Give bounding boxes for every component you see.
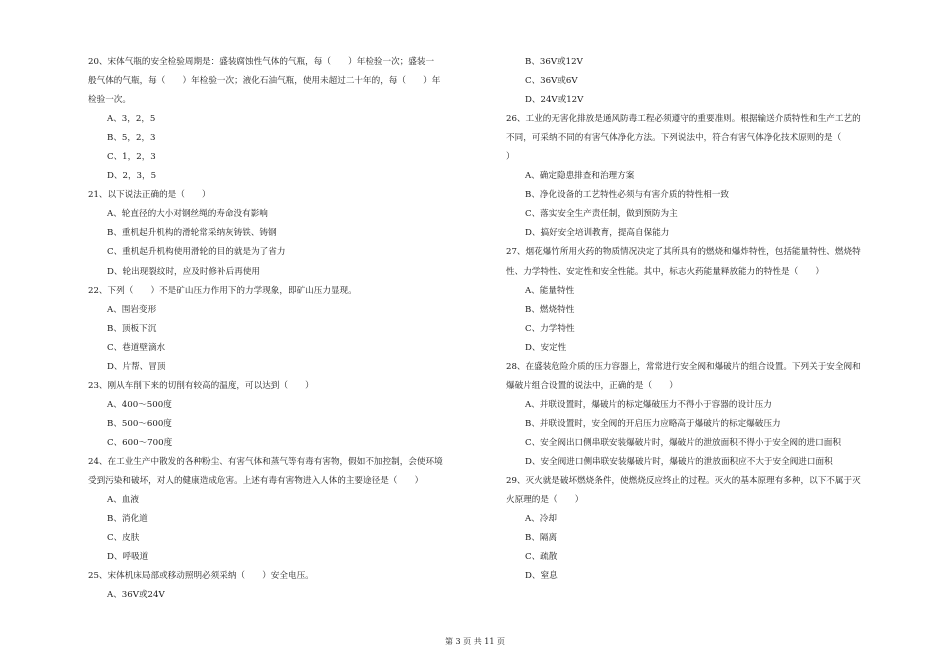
answer-option: A、并联设置时，爆破片的标定爆破压力不得小于容器的设计压力: [525, 399, 772, 410]
answer-option: D、安全阀进口侧串联安装爆破片时，爆破片的泄放面积应不大于安全阀进口面积: [525, 456, 833, 467]
answer-option: A、轮直径的大小对钢丝绳的寿命没有影响: [107, 209, 268, 220]
answer-option: B、并联设置时，安全阀的开启压力应略高于爆破片的标定爆破压力: [525, 418, 781, 429]
answer-option: C、600～700度: [107, 437, 173, 448]
answer-option: B、隔离: [525, 533, 558, 544]
answer-option: D、窒息: [525, 571, 558, 582]
right-column: [506, 53, 910, 586]
question-text: 21、以下说法正确的是（ ）: [88, 190, 211, 201]
answer-option: A、能量特性: [525, 285, 575, 296]
question-text: 24、在工业生产中散发的各种粉尘、有害气体和蒸气等有毒有害物，假如不加控制，会使环境: [88, 456, 443, 467]
answer-option: D、安定性: [525, 342, 567, 353]
answer-option: A、确定隐患排查和治理方案: [525, 171, 635, 182]
question-text: 25、宋体机床局部或移动照明必须采纳（ ）安全电压。: [88, 571, 314, 582]
answer-option: D、24V或12V: [525, 95, 584, 106]
answer-option: A、围岩变形: [107, 304, 157, 315]
answer-option: A、36V或24V: [107, 590, 165, 601]
question-text: 27、烟花爆竹所用火药的物质情况决定了其所具有的燃烧和爆炸特性，包括能量特性、燃烧特: [506, 247, 861, 258]
question-text: 般气体的气瓶，每（ ）年检验一次；液化石油气瓶，使用未超过二十年的，每（ ）年: [88, 76, 441, 87]
answer-option: B、5，2，3: [107, 133, 156, 144]
question-text: 不同，可采纳不同的有害气体净化方法。下列说法中，符合有害气体净化技术原则的是（: [506, 133, 842, 144]
answer-option: B、净化设备的工艺特性必须与有害介质的特性相一致: [525, 190, 729, 201]
answer-option: D、片帮、冒顶: [107, 361, 166, 372]
answer-option: B、消化道: [107, 514, 148, 525]
question-text: 26、工业的无害化排放是通风防毒工程必须遵守的重要准则。根据输送介质特性和生产工艺的: [506, 114, 861, 125]
answer-option: B、重机起升机构的滑轮常采纳灰铸铁、铸钢: [107, 228, 277, 239]
question-text: 检验一次。: [88, 95, 131, 106]
answer-option: C、巷道壁滴水: [107, 342, 166, 353]
answer-option: D、呼吸道: [107, 552, 149, 563]
answer-option: D、轮出现裂纹时，应及时修补后再使用: [107, 266, 260, 277]
answer-option: C、安全阀出口侧串联安装爆破片时，爆破片的泄放面积不得小于安全阀的进口面积: [525, 437, 841, 448]
answer-option: C、36V或6V: [525, 76, 578, 87]
answer-option: B、500～600度: [107, 418, 172, 429]
answer-option: D、搞好安全培训教育，提高自保能力: [525, 228, 670, 239]
answer-option: C、疏散: [525, 552, 558, 563]
question-text: 23、刚从车削下来的切削有较高的温度，可以达到（ ）: [88, 380, 314, 391]
answer-option: A、3，2，5: [107, 114, 156, 125]
answer-option: B、顶板下沉: [107, 323, 157, 334]
question-text: 火原理的是（ ）: [506, 495, 584, 506]
question-text: 受到污染和破坏，对人的健康造成危害。上述有毒有害物进入人体的主要途径是（ ）: [88, 476, 424, 487]
answer-option: A、血液: [107, 495, 139, 506]
question-text: 性、力学特性、安定性和安全性能。其中，标志火药能量释放能力的特性是（ ）: [506, 266, 824, 277]
question-text: 28、在盛装危险介质的压力容器上，常常进行安全阀和爆破片的组合设置。下列关于安全阀和: [506, 361, 861, 372]
answer-option: A、冷却: [525, 514, 557, 525]
answer-option: C、落实安全生产责任制，做到预防为主: [525, 209, 678, 220]
question-text: 29、灭火就是破坏燃烧条件，使燃烧反应终止的过程。灭火的基本原理有多种，以下不属于灭: [506, 476, 861, 487]
answer-option: A、400～500度: [107, 399, 172, 410]
answer-option: C、重机起升机构使用滑轮的目的就是为了省力: [107, 247, 286, 258]
question-text: ）: [506, 152, 515, 163]
answer-option: C、1，2，3: [107, 152, 156, 163]
question-text: 22、下列（ ）不是矿山压力作用下的力学现象，即矿山压力显现。: [88, 285, 357, 296]
answer-option: C、力学特性: [525, 323, 575, 334]
answer-option: B、36V或12V: [525, 57, 583, 67]
question-text: 20、宋体气瓶的安全检验周期是：盛装腐蚀性气体的气瓶，每（ ）年检验一次；盛装一: [88, 57, 435, 67]
answer-option: C、皮肤: [107, 533, 140, 544]
answer-option: D、2，3，5: [107, 171, 157, 182]
left-column: [88, 53, 488, 605]
question-text: 爆破片组合设置的说法中，正确的是（ ）: [506, 380, 678, 391]
answer-option: B、燃烧特性: [525, 304, 575, 315]
page-footer: 第 3 页 共 11 页: [445, 637, 505, 646]
